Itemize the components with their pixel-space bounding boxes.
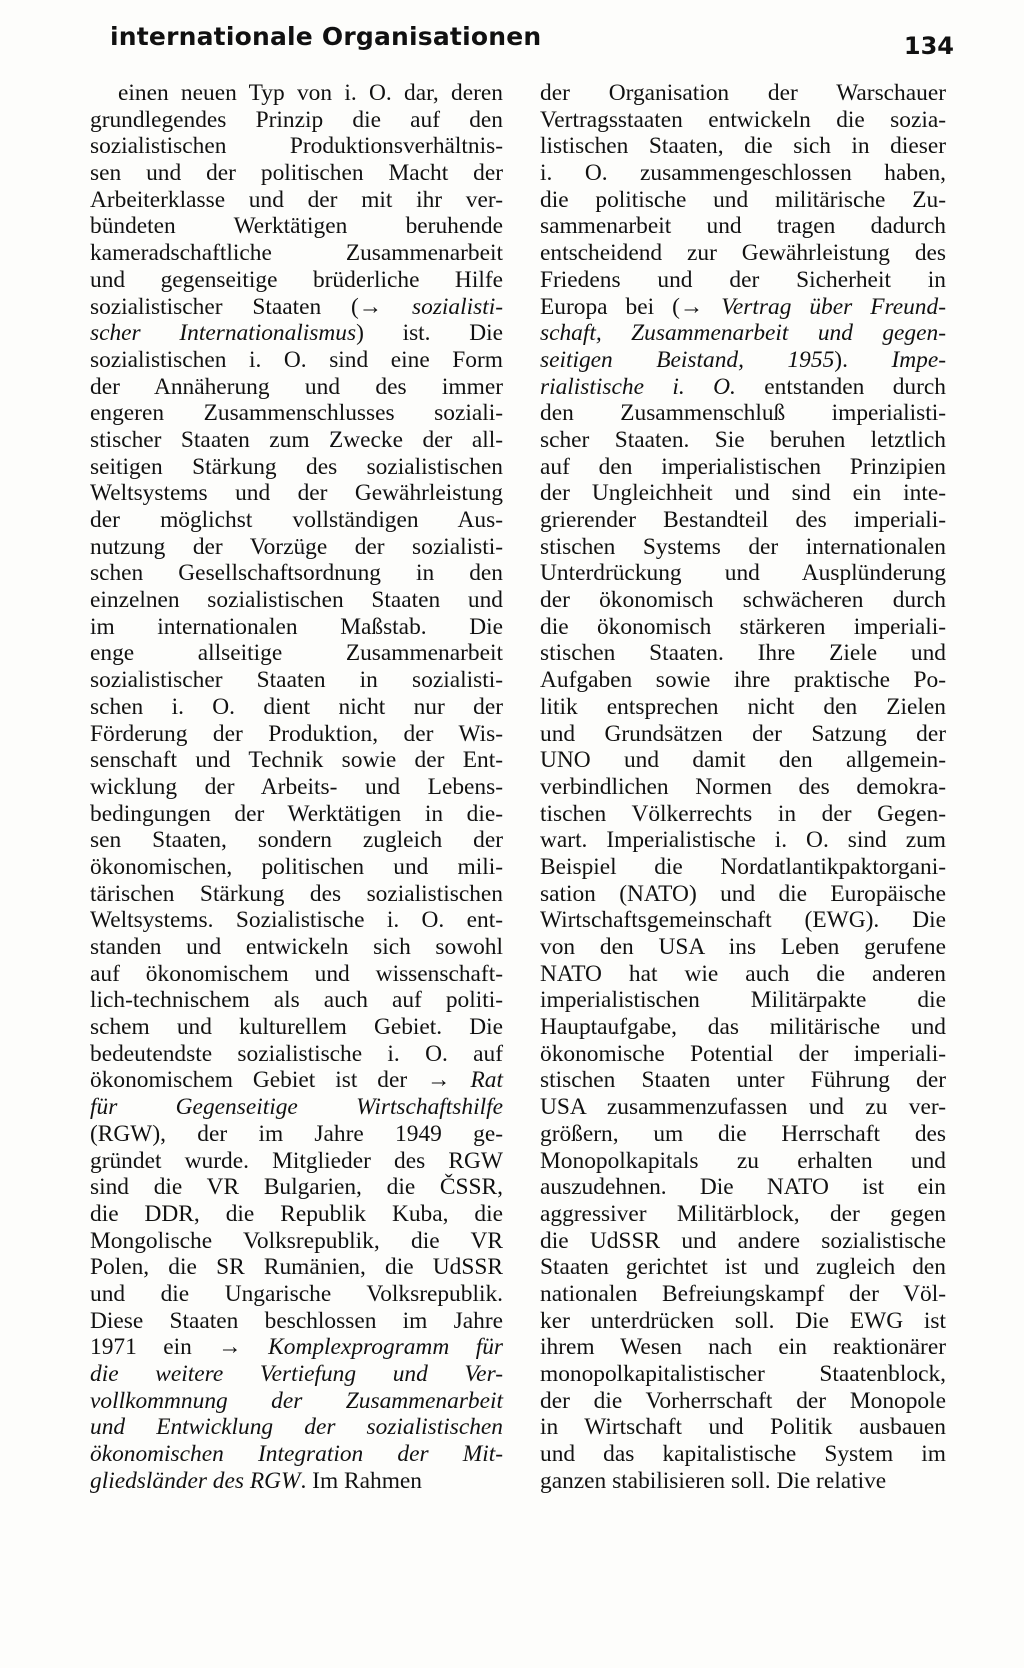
- text-line: [90, 560, 503, 587]
- text-run: schen i. O. dient nicht nur der: [90, 693, 503, 720]
- text-line: [540, 1228, 946, 1255]
- text-line: [540, 160, 946, 187]
- text-line: [90, 934, 503, 961]
- text-run: im internationalen Maßstab. Die: [90, 613, 503, 640]
- text-line: [90, 454, 503, 481]
- text-line: [540, 1281, 946, 1308]
- italic-text-run: Rat: [470, 1067, 503, 1094]
- italic-text-run: scher Internationalismus: [90, 320, 357, 347]
- text-line: [540, 560, 946, 587]
- text-line: [540, 1041, 946, 1068]
- text-line: [90, 427, 503, 454]
- text-run: die UdSSR und andere sozialistische: [540, 1227, 946, 1254]
- page-number: 134: [903, 32, 954, 60]
- text-run: auf den imperialistischen Prinzipien: [540, 453, 946, 480]
- text-line: [540, 934, 946, 961]
- text-line: [90, 774, 503, 801]
- text-run: der die Vorherrschaft der Monopole: [540, 1387, 946, 1414]
- text-run: stischen Staaten unter Führung der: [540, 1067, 946, 1094]
- text-line: [90, 160, 503, 187]
- text-line: [90, 1414, 503, 1441]
- text-run: bedingungen der Werktätigen in die-: [90, 800, 503, 827]
- text-run: Unterdrückung und Ausplünderung: [540, 560, 946, 587]
- text-run: aggressiver Militärblock, der gegen: [540, 1200, 946, 1227]
- text-run: Hauptaufgabe, das militärische und: [540, 1014, 946, 1041]
- text-line: [540, 801, 946, 828]
- text-line: [540, 881, 946, 908]
- text-line: [90, 614, 503, 641]
- text-line: [90, 507, 503, 534]
- text-line: [540, 667, 946, 694]
- left-text-column: [90, 80, 503, 1494]
- text-run: der Organisation der Warschauer: [540, 80, 946, 106]
- text-run: Friedens und der Sicherheit in: [540, 266, 946, 293]
- text-line: [540, 1441, 946, 1468]
- italic-text-run: gliedsländer des RGW: [90, 1467, 301, 1494]
- text-run: lich-technischem als auch auf politi-: [90, 987, 503, 1014]
- text-run: imperialistischen Militärpakte die: [540, 987, 946, 1014]
- text-line: [540, 1121, 946, 1148]
- text-run: sozialistischer Staaten in sozialisti-: [90, 667, 503, 694]
- text-line: [540, 454, 946, 481]
- text-line: [540, 614, 946, 641]
- text-line: [540, 1067, 946, 1094]
- text-run: Aufgaben sowie ihre praktische Po-: [540, 667, 946, 694]
- italic-text-run: sozialisti-: [412, 293, 503, 320]
- text-run: ökonomischem Gebiet ist der →: [90, 1067, 471, 1094]
- text-line: [90, 881, 503, 908]
- text-line: [90, 1121, 503, 1148]
- text-run: Weltsystems und der Gewährleistung: [90, 480, 503, 507]
- italic-text-run: für Gegenseitige Wirtschaftshilfe: [90, 1094, 503, 1121]
- text-run: Wirtschaftsgemeinschaft (EWG). Die: [540, 907, 946, 934]
- text-run: sammenarbeit und tragen dadurch: [540, 213, 946, 240]
- text-line: [540, 747, 946, 774]
- text-run: der möglichst vollständigen Aus-: [90, 507, 503, 533]
- text-line: [90, 133, 503, 160]
- text-run: ihrem Wesen nach ein reaktionärer: [540, 1334, 946, 1361]
- text-run: . Im Rahmen: [300, 1467, 422, 1494]
- text-line: [540, 1414, 946, 1441]
- text-line: [540, 1014, 946, 1041]
- text-run: nutzung der Vorzüge der sozialisti-: [90, 533, 503, 560]
- text-line: [540, 240, 946, 267]
- text-run: und gegenseitige brüderliche Hilfe: [90, 266, 503, 293]
- text-line: [540, 1308, 946, 1335]
- text-run: monopolkapitalistischer Staatenblock,: [540, 1361, 946, 1387]
- italic-text-run: Vertrag über Freund-: [721, 293, 946, 320]
- text-line: [540, 427, 946, 454]
- text-run: engeren Zusammenschlusses soziali-: [90, 400, 503, 427]
- text-run: sation (NATO) und die Europäische: [540, 880, 946, 907]
- text-line: [90, 374, 503, 401]
- text-line: [540, 907, 946, 934]
- text-line: [540, 961, 946, 988]
- text-line: [90, 1281, 503, 1308]
- text-run: ) ist. Die: [356, 320, 503, 347]
- text-line: [540, 1254, 946, 1281]
- italic-text-run: Impe-: [891, 346, 946, 373]
- text-line: [90, 213, 503, 240]
- italic-text-run: vollkommnung der Zusammenarbeit: [90, 1387, 503, 1414]
- text-line: [540, 1094, 946, 1121]
- text-line: [90, 1094, 503, 1121]
- text-run: Arbeiterklasse und der mit ihr ver-: [90, 186, 503, 213]
- text-run: Europa bei (→: [540, 293, 722, 320]
- text-line: [540, 294, 946, 321]
- text-run: Weltsystems. Sozialistische i. O. ent-: [90, 907, 503, 934]
- italic-text-run: rialistische i. O.: [540, 373, 736, 400]
- text-line: [540, 987, 946, 1014]
- italic-text-run: und Entwicklung der sozialistischen: [90, 1414, 503, 1441]
- text-run: sen Staaten, sondern zugleich der: [90, 827, 503, 854]
- text-run: grundlegendes Prinzip die auf den: [90, 106, 503, 133]
- text-run: die ökonomisch stärkeren imperiali-: [540, 613, 946, 640]
- text-line: [90, 187, 503, 214]
- text-line: [90, 320, 503, 347]
- text-line: [540, 1361, 946, 1388]
- text-run: scher Staaten. Sie beruhen letztlich: [540, 426, 946, 453]
- text-run: und das kapitalistische System im: [540, 1441, 946, 1468]
- text-run: die DDR, die Republik Kuba, die: [90, 1200, 503, 1227]
- text-run: tärischen Stärkung des sozialistischen: [90, 880, 503, 907]
- text-run: sind die VR Bulgarien, die ČSSR,: [90, 1174, 503, 1201]
- text-run: seitigen Stärkung des sozialistischen: [90, 453, 503, 480]
- text-run: einen neuen Typ von i. O. dar, deren: [118, 80, 503, 106]
- text-run: standen und entwickeln sich sowohl: [90, 934, 503, 960]
- text-run: ganzen stabilisieren soll. Die relative: [540, 1467, 887, 1494]
- text-run: und Grundsätzen der Satzung der: [540, 720, 946, 747]
- text-line: [90, 1041, 503, 1068]
- text-line: [90, 961, 503, 988]
- text-run: sozialistischen i. O. sind eine Form: [90, 346, 503, 373]
- text-line: [90, 827, 503, 854]
- text-line: [90, 1014, 503, 1041]
- text-line: [540, 507, 946, 534]
- text-run: verbindlichen Normen des demokra-: [540, 773, 946, 800]
- text-line: [540, 854, 946, 881]
- text-line: [90, 347, 503, 374]
- text-line: [540, 1148, 946, 1175]
- italic-text-run: Komplexprogramm für: [268, 1334, 503, 1361]
- text-line: [90, 480, 503, 507]
- text-line: [540, 640, 946, 667]
- text-run: Förderung der Produktion, der Wis-: [90, 720, 503, 747]
- text-line: [540, 80, 946, 107]
- text-line: [90, 1067, 503, 1094]
- text-line: [90, 1254, 503, 1281]
- text-run: stischen Systems der internationalen: [540, 533, 946, 560]
- text-line: [90, 1201, 503, 1228]
- text-run: (RGW), der im Jahre 1949 ge-: [90, 1120, 503, 1147]
- text-line: [90, 80, 503, 107]
- text-line: [90, 400, 503, 427]
- text-run: entstanden durch: [735, 373, 946, 400]
- text-line: [540, 694, 946, 721]
- text-line: [90, 587, 503, 614]
- text-run: Beispiel die Nordatlantikpaktorgani-: [540, 853, 946, 880]
- text-run: stischer Staaten zum Zwecke der all-: [90, 426, 503, 453]
- italic-text-run: ökonomischen Integration der Mit-: [90, 1441, 503, 1468]
- text-line: [540, 1468, 946, 1495]
- text-run: 1971 ein →: [90, 1334, 269, 1361]
- text-line: [540, 1201, 946, 1228]
- text-run: bündeten Werktätigen beruhende: [90, 213, 503, 240]
- text-run: UNO und damit den allgemein-: [540, 747, 946, 774]
- text-run: listischen Staaten, die sich in dieser: [540, 133, 946, 160]
- text-line: [540, 827, 946, 854]
- text-line: [90, 907, 503, 934]
- text-line: [540, 213, 946, 240]
- text-line: [540, 374, 946, 401]
- text-line: [540, 774, 946, 801]
- running-head: [110, 22, 954, 62]
- text-run: ökonomische Potential der imperiali-: [540, 1040, 946, 1067]
- text-line: [90, 694, 503, 721]
- text-run: ker unterdrücken soll. Die EWG ist: [540, 1307, 946, 1334]
- text-run: der ökonomisch schwächeren durch: [540, 587, 946, 614]
- text-run: senschaft und Technik sowie der Ent-: [90, 747, 503, 774]
- text-line: [90, 267, 503, 294]
- text-run: wart. Imperialistische i. O. sind zum: [540, 827, 946, 854]
- text-line: [540, 107, 946, 134]
- text-line: [90, 1228, 503, 1255]
- text-line: [540, 721, 946, 748]
- text-run: Vertragsstaaten entwickeln die sozia-: [540, 106, 946, 133]
- text-run: in Wirtschaft und Politik ausbauen: [540, 1414, 946, 1441]
- italic-text-run: die weitere Vertiefung und Ver-: [90, 1361, 503, 1387]
- text-line: [90, 294, 503, 321]
- text-line: [90, 1148, 503, 1175]
- text-run: NATO hat wie auch die anderen: [540, 960, 946, 987]
- text-line: [90, 721, 503, 748]
- text-run: kameradschaftliche Zusammenarbeit: [90, 240, 503, 267]
- text-line: [90, 1468, 503, 1495]
- text-run: sozialistischer Staaten (→: [90, 293, 413, 320]
- text-line: [90, 1308, 503, 1335]
- text-line: [540, 1334, 946, 1361]
- right-text-column: [540, 80, 946, 1494]
- text-run: ).: [834, 346, 892, 373]
- text-run: auszudehnen. Die NATO ist ein: [540, 1174, 946, 1201]
- text-run: der Ungleichheit und sind ein inte-: [540, 480, 946, 507]
- text-line: [90, 667, 503, 694]
- text-run: nationalen Befreiungskampf der Völ-: [540, 1280, 946, 1307]
- text-line: [90, 1441, 503, 1468]
- text-run: sozialistischen Produktionsverhältnis-: [90, 133, 503, 160]
- text-line: [540, 1174, 946, 1201]
- text-line: [90, 640, 503, 667]
- text-run: Staaten gerichtet ist und zugleich den: [540, 1254, 946, 1281]
- text-line: [90, 987, 503, 1014]
- text-line: [90, 854, 503, 881]
- text-line: [540, 534, 946, 561]
- text-run: wicklung der Arbeits- und Lebens-: [90, 773, 503, 800]
- text-run: i. O. zusammengeschlossen haben,: [540, 160, 946, 187]
- text-line: [90, 1361, 503, 1388]
- text-run: Monopolkapitals zu erhalten und: [540, 1147, 946, 1174]
- text-line: [90, 107, 503, 134]
- text-run: entscheidend zur Gewährleistung des: [540, 240, 946, 267]
- text-run: Mongolische Volksrepublik, die VR: [90, 1227, 503, 1254]
- text-line: [90, 1174, 503, 1201]
- text-run: auf ökonomischem und wissenschaft-: [90, 960, 503, 987]
- text-run: sen und der politischen Macht der: [90, 160, 503, 187]
- italic-text-run: seitigen Beistand, 1955: [540, 346, 835, 373]
- text-run: ökonomischen, politischen und mili-: [90, 853, 503, 880]
- text-run: größern, um die Herrschaft des: [540, 1120, 946, 1147]
- text-run: der Annäherung und des immer: [90, 373, 503, 400]
- text-line: [540, 1388, 946, 1415]
- text-run: von den USA ins Leben gerufene: [540, 934, 946, 960]
- text-line: [540, 267, 946, 294]
- text-run: Diese Staaten beschlossen im Jahre: [90, 1307, 503, 1334]
- text-run: schem und kulturellem Gebiet. Die: [90, 1014, 503, 1041]
- text-run: die politische und militärische Zu-: [540, 186, 946, 213]
- text-line: [540, 587, 946, 614]
- text-line: [540, 187, 946, 214]
- text-run: Polen, die SR Rumänien, die UdSSR: [90, 1254, 503, 1281]
- text-run: litik entsprechen nicht den Zielen: [540, 693, 946, 720]
- text-run: USA zusammenzufassen und zu ver-: [540, 1094, 946, 1121]
- text-run: gründet wurde. Mitglieder des RGW: [90, 1147, 503, 1174]
- text-run: und die Ungarische Volksrepublik.: [90, 1280, 503, 1307]
- text-run: stischen Staaten. Ihre Ziele und: [540, 640, 946, 667]
- text-line: [90, 240, 503, 267]
- page-title: internationale Organisationen: [110, 22, 542, 51]
- text-line: [540, 400, 946, 427]
- text-line: [90, 1334, 503, 1361]
- text-line: [540, 347, 946, 374]
- text-line: [90, 1388, 503, 1415]
- text-run: enge allseitige Zusammenarbeit: [90, 640, 503, 667]
- text-line: [90, 801, 503, 828]
- text-run: grierender Bestandteil des imperiali-: [540, 507, 946, 533]
- text-run: bedeutendste sozialistische i. O. auf: [90, 1040, 503, 1067]
- text-line: [540, 133, 946, 160]
- text-run: den Zusammenschluß imperialisti-: [540, 400, 946, 427]
- italic-text-run: schaft, Zusammenarbeit und gegen-: [540, 320, 946, 347]
- text-run: tischen Völkerrechts in der Gegen-: [540, 800, 946, 827]
- text-run: schen Gesellschaftsordnung in den: [90, 560, 503, 587]
- text-line: [540, 480, 946, 507]
- text-run: einzelnen sozialistischen Staaten und: [90, 587, 503, 614]
- text-line: [90, 747, 503, 774]
- text-line: [90, 534, 503, 561]
- text-line: [540, 320, 946, 347]
